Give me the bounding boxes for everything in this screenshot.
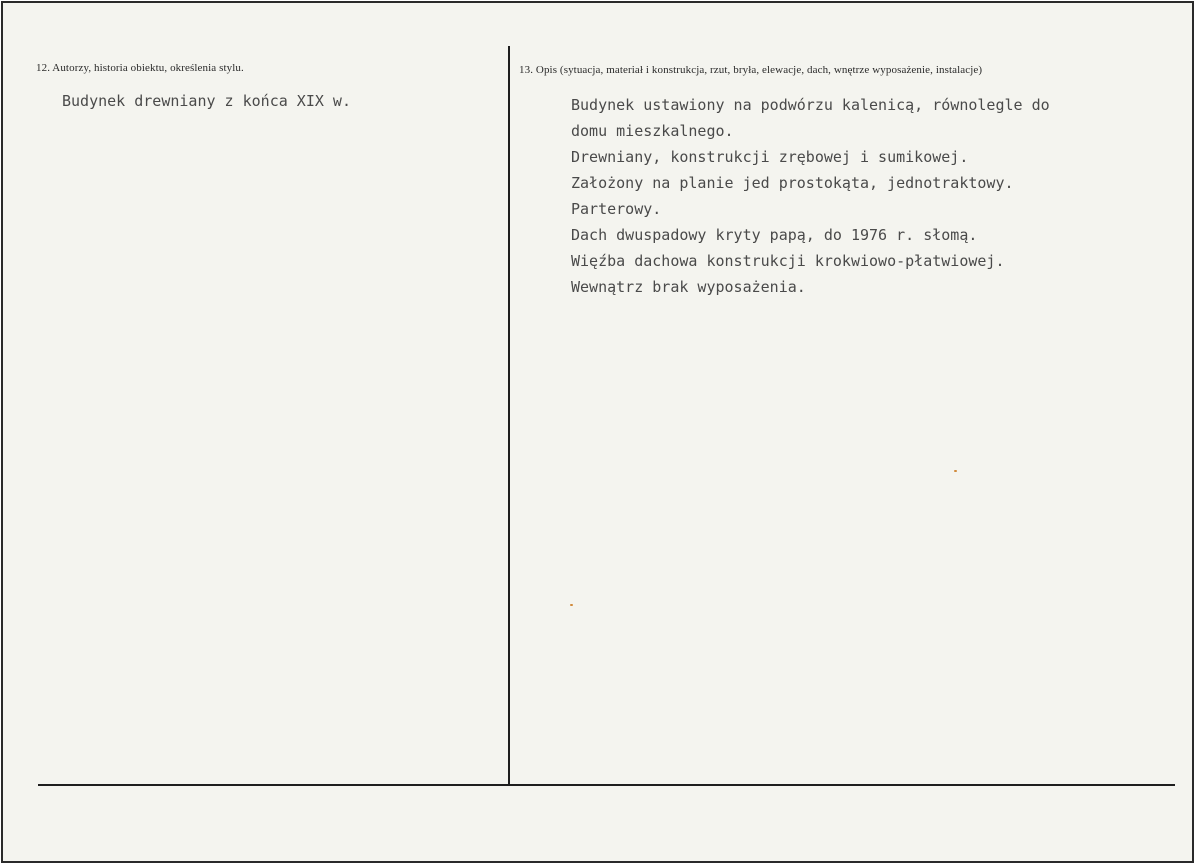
description-line: Parterowy. <box>571 200 662 218</box>
description-line: Drewniany, konstrukcji zrębowej i sumikowej. <box>571 148 969 166</box>
section-12-label: 12. Autorzy, historia obiektu, określenia stylu. <box>36 62 244 74</box>
description-line: Założony na planie jed prostokąta, jednotraktowy. <box>571 174 1014 192</box>
description-line: Budynek ustawiony na podwórzu kalenicą, równolegle do <box>571 96 1050 114</box>
paper-speck <box>570 604 573 606</box>
description-line: Więźba dachowa konstrukcji krokwiowo-płatwiowej. <box>571 252 1005 270</box>
section-13-description <box>571 95 1050 303</box>
column-divider <box>508 46 510 784</box>
paper-speck <box>954 470 957 472</box>
bottom-rule <box>38 784 1175 786</box>
section-13-label: 13. Opis (sytuacja, materiał i konstrukcja, rzut, bryła, elewacje, dach, wnętrze wyposażenie, instalacje) <box>519 64 983 76</box>
section-12-text: Budynek drewniany z końca XIX w. <box>62 92 351 110</box>
description-line: Wewnątrz brak wyposażenia. <box>571 278 806 296</box>
description-line: domu mieszkalnego. <box>571 122 734 140</box>
description-line: Dach dwuspadowy kryty papą, do 1976 r. słomą. <box>571 226 978 244</box>
